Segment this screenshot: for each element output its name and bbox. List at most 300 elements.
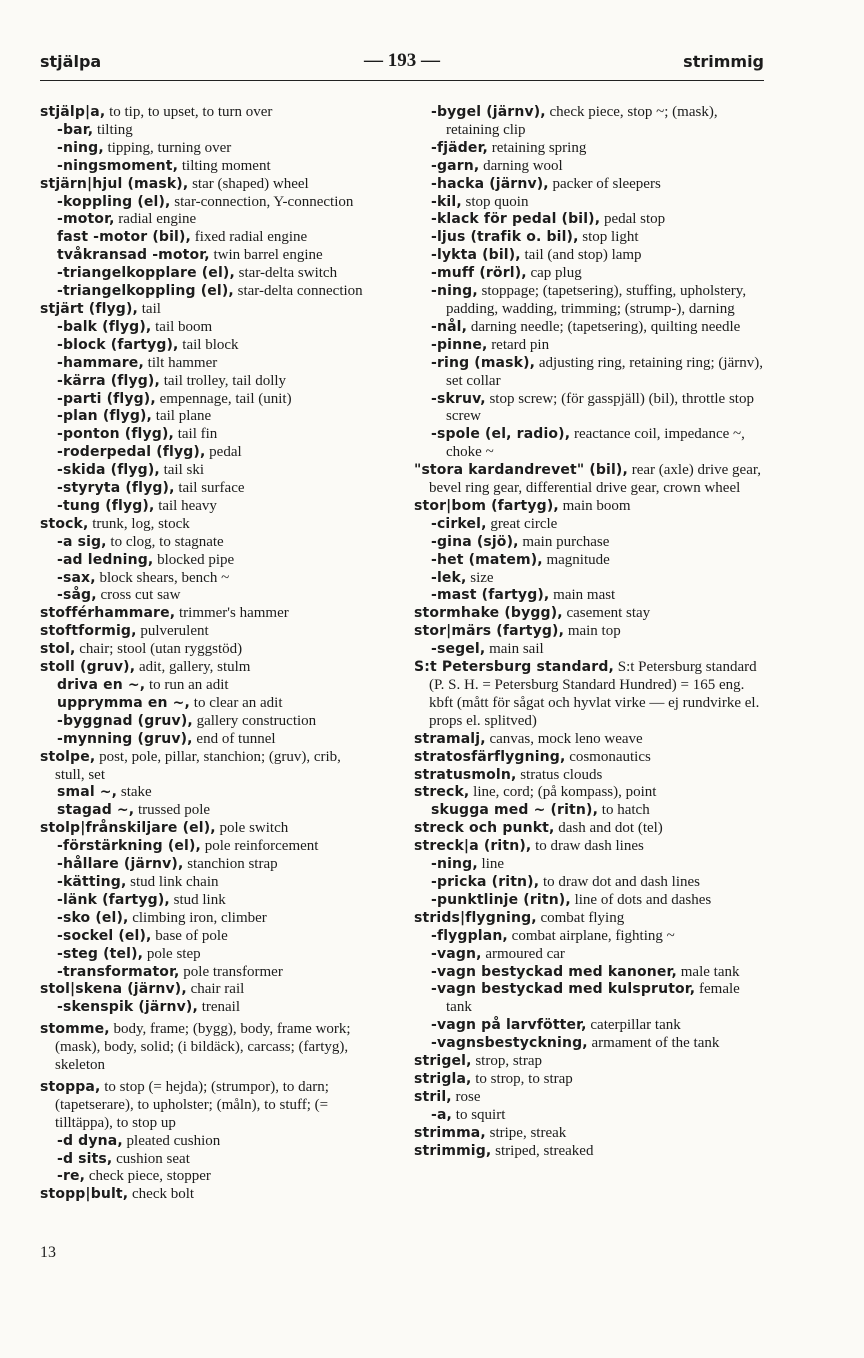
entry-term: -ad ledning, bbox=[57, 551, 154, 568]
entry-definition: stop light bbox=[582, 229, 639, 246]
entry-term: -förstärkning (el), bbox=[57, 838, 201, 855]
entry-definition: darning needle; (tapetsering), quilting needle bbox=[470, 318, 741, 335]
entry-term: -vagn bestyckad med kulsprutor, bbox=[431, 981, 696, 998]
dictionary-entry bbox=[414, 211, 764, 229]
entry-definition: retard pin bbox=[491, 336, 550, 353]
entry-term: fast -motor (bil), bbox=[57, 229, 191, 246]
entry-term: -transformator, bbox=[57, 963, 180, 980]
entry-term: -fjäder, bbox=[431, 139, 489, 156]
dictionary-entry bbox=[414, 516, 764, 534]
dictionary-entry bbox=[414, 659, 764, 731]
dictionary-entry bbox=[40, 247, 372, 265]
dictionary-entry bbox=[414, 194, 764, 212]
entry-term: strimmig, bbox=[414, 1142, 492, 1159]
dictionary-entry bbox=[40, 981, 372, 999]
dictionary-entry bbox=[414, 462, 764, 498]
entry-definition: fixed radial engine bbox=[194, 229, 308, 246]
dictionary-entry bbox=[414, 623, 764, 641]
entry-definition: tail (and stop) lamp bbox=[524, 247, 642, 264]
page-number: — 193 — bbox=[364, 50, 440, 71]
entry-term: -klack för pedal (bil), bbox=[431, 211, 601, 228]
entry-definition: tail ski bbox=[163, 462, 205, 479]
entry-definition: great circle bbox=[490, 515, 558, 532]
dictionary-entry bbox=[40, 283, 372, 301]
entry-term: -ning, bbox=[57, 139, 104, 156]
entry-term: streck, bbox=[414, 784, 470, 801]
dictionary-entry bbox=[40, 910, 372, 928]
dictionary-entry bbox=[414, 534, 764, 552]
entry-definition: rear (axle) drive gear, bevel ring gear, differential drive gear, crown wheel bbox=[429, 462, 762, 497]
dictionary-entry bbox=[414, 355, 764, 391]
entry-definition: male tank bbox=[680, 963, 740, 980]
entry-definition: cross cut saw bbox=[100, 587, 181, 604]
entry-term: stagad ~, bbox=[57, 802, 135, 819]
dictionary-entry bbox=[40, 1168, 372, 1186]
entry-definition: trenail bbox=[201, 999, 241, 1016]
dictionary-entry bbox=[40, 802, 372, 820]
dictionary-entry bbox=[40, 122, 372, 140]
entry-definition: to draw dot and dash lines bbox=[542, 873, 701, 890]
entry-term: -ningsmoment, bbox=[57, 157, 179, 174]
entry-term: streck|a (ritn), bbox=[414, 838, 532, 855]
entry-term: -lek, bbox=[431, 569, 467, 586]
entry-term: -punktlinje (ritn), bbox=[431, 891, 571, 908]
entry-definition: chair; stool (utan ryggstöd) bbox=[79, 641, 243, 658]
entry-term: stratusmoln, bbox=[414, 766, 517, 783]
entry-definition: armoured car bbox=[485, 945, 565, 962]
dictionary-entry bbox=[414, 820, 764, 838]
dictionary-entry bbox=[40, 480, 372, 498]
entry-term: -kil, bbox=[431, 193, 462, 210]
dictionary-entry bbox=[414, 498, 764, 516]
dictionary-entry bbox=[40, 570, 372, 588]
dictionary-entry bbox=[40, 713, 372, 731]
entry-term: -mynning (gruv), bbox=[57, 730, 193, 747]
entry-term: -sockel (el), bbox=[57, 927, 152, 944]
dictionary-entry bbox=[40, 695, 372, 713]
entry-term: tvåkransad -motor, bbox=[57, 247, 210, 264]
dictionary-entry bbox=[40, 784, 372, 802]
entry-definition: to tip, to upset, to turn over bbox=[109, 104, 273, 120]
entry-definition: end of tunnel bbox=[196, 730, 276, 747]
entry-term: -ning, bbox=[431, 856, 478, 873]
entry-term: -hållare (järnv), bbox=[57, 856, 184, 873]
dictionary-entry bbox=[40, 337, 372, 355]
entry-term: strids|flygning, bbox=[414, 909, 537, 926]
dictionary-entry bbox=[414, 337, 764, 355]
entry-term: stjälp|a, bbox=[40, 104, 106, 120]
entry-term: -garn, bbox=[431, 157, 480, 174]
entry-definition: pedal stop bbox=[603, 211, 666, 228]
dictionary-entry bbox=[414, 784, 764, 802]
dictionary-entry bbox=[40, 892, 372, 910]
dictionary-entry bbox=[40, 749, 372, 785]
entry-term: -mast (fartyg), bbox=[431, 587, 550, 604]
entry-definition: blocked pipe bbox=[157, 551, 235, 568]
entry-definition: post, pole, pillar, stanchion; (gruv), crib, stull, set bbox=[55, 748, 341, 783]
entry-term: -pinne, bbox=[431, 336, 488, 353]
entry-term: -hacka (järnv), bbox=[431, 175, 549, 192]
dictionary-entry bbox=[40, 552, 372, 570]
entry-term: S:t Petersburg standard, bbox=[414, 659, 614, 676]
entry-definition: to strop, to strap bbox=[475, 1070, 573, 1087]
dictionary-entry bbox=[40, 355, 372, 373]
dictionary-entry bbox=[414, 641, 764, 659]
entry-term: -vagn på larvfötter, bbox=[431, 1017, 587, 1034]
entry-term: stofférhammare, bbox=[40, 605, 176, 622]
entry-definition: combat flying bbox=[540, 909, 625, 926]
entry-term: -triangelkopplare (el), bbox=[57, 265, 235, 282]
dictionary-entry bbox=[40, 498, 372, 516]
entry-definition: cushion seat bbox=[116, 1150, 190, 1167]
entry-term: -ning, bbox=[431, 283, 478, 300]
entry-term: -vagnsbestyckning, bbox=[431, 1035, 588, 1052]
entry-term: -kärra (flyg), bbox=[57, 372, 160, 389]
entry-definition: block shears, bench ~ bbox=[99, 569, 230, 586]
dictionary-entry bbox=[414, 946, 764, 964]
dictionary-entry bbox=[414, 391, 764, 427]
entry-term: -bar, bbox=[57, 121, 94, 138]
page-header bbox=[40, 52, 764, 81]
dictionary-entry bbox=[40, 462, 372, 480]
entry-term: -styryta (flyg), bbox=[57, 480, 175, 497]
entry-definition: tail block bbox=[182, 336, 239, 353]
dictionary-entry bbox=[40, 623, 372, 641]
entry-term: -hammare, bbox=[57, 354, 144, 371]
entry-definition: main sail bbox=[489, 641, 544, 658]
entry-definition: tail fin bbox=[177, 426, 218, 443]
entry-definition: packer of sleepers bbox=[552, 175, 661, 192]
entry-term: stratosfärflygning, bbox=[414, 748, 566, 765]
header-first-headword: stjälpa bbox=[40, 52, 102, 71]
dictionary-entry bbox=[414, 731, 764, 749]
entry-definition: tail heavy bbox=[158, 497, 217, 514]
entry-definition: tail boom bbox=[155, 318, 213, 335]
dictionary-entry bbox=[40, 731, 372, 749]
dictionary-entry bbox=[40, 194, 372, 212]
entry-definition: canvas, mock leno weave bbox=[489, 730, 643, 747]
entry-term: stopp|bult, bbox=[40, 1186, 129, 1203]
entry-definition: tail surface bbox=[178, 480, 245, 497]
entry-definition: armament of the tank bbox=[591, 1035, 720, 1052]
entry-term: -block (fartyg), bbox=[57, 336, 179, 353]
dictionary-entry bbox=[414, 1017, 764, 1035]
entry-term: stolpe, bbox=[40, 748, 96, 765]
entry-term: strigla, bbox=[414, 1070, 472, 1087]
entry-term: smal ~, bbox=[57, 784, 118, 801]
entry-definition: star-delta connection bbox=[237, 283, 363, 300]
dictionary-entry bbox=[414, 1143, 764, 1161]
entry-term: upprymma en ~, bbox=[57, 694, 191, 711]
dictionary-entry bbox=[414, 158, 764, 176]
entry-definition: main top bbox=[567, 623, 621, 640]
left-column bbox=[40, 104, 372, 1204]
dictionary-entry bbox=[414, 104, 764, 140]
entry-term: stramalj, bbox=[414, 730, 486, 747]
dictionary-entry bbox=[414, 874, 764, 892]
entry-term: "stora kardandrevet" (bil), bbox=[414, 462, 628, 479]
dictionary-entry bbox=[40, 265, 372, 283]
entry-definition: pulverulent bbox=[140, 623, 209, 640]
entry-definition: check bolt bbox=[132, 1186, 195, 1203]
dictionary-entry bbox=[40, 158, 372, 176]
entry-term: stol, bbox=[40, 641, 76, 658]
entry-term: -gina (sjö), bbox=[431, 533, 519, 550]
dictionary-entry bbox=[414, 1089, 764, 1107]
entry-definition: radial engine bbox=[118, 211, 197, 228]
dictionary-entry bbox=[40, 946, 372, 964]
entry-definition: retaining spring bbox=[491, 139, 587, 156]
entry-term: stoftformig, bbox=[40, 623, 137, 640]
entry-definition: striped, streaked bbox=[495, 1142, 594, 1159]
dictionary-entry bbox=[414, 910, 764, 928]
entry-term: -het (matem), bbox=[431, 551, 543, 568]
dictionary-entry bbox=[414, 265, 764, 283]
dictionary-entry bbox=[414, 229, 764, 247]
entry-definition: reactance coil, impedance ~, choke ~ bbox=[446, 426, 745, 461]
dictionary-entry bbox=[40, 1079, 372, 1133]
dictionary-entry bbox=[414, 892, 764, 910]
entry-term: -skruv, bbox=[431, 390, 486, 407]
entry-definition: tail bbox=[141, 300, 161, 317]
entry-definition: pole transformer bbox=[183, 963, 283, 980]
entry-definition: cap plug bbox=[530, 265, 582, 282]
entry-definition: pleated cushion bbox=[126, 1132, 221, 1149]
dictionary-entry bbox=[40, 1133, 372, 1151]
entry-term: -sax, bbox=[57, 569, 96, 586]
dictionary-entry bbox=[414, 749, 764, 767]
entry-definition: magnitude bbox=[546, 551, 610, 568]
dictionary-entry bbox=[40, 587, 372, 605]
dictionary-entry bbox=[40, 176, 372, 194]
entry-definition: to clear an adit bbox=[193, 694, 283, 711]
entry-term: strigel, bbox=[414, 1053, 472, 1070]
entry-term: -d sits, bbox=[57, 1150, 113, 1167]
entry-term: stoppa, bbox=[40, 1078, 101, 1095]
entry-definition: S:t Petersburg standard (P. S. H. = Petersburg Standard Hundred) = 165 eng. kbft (mått för sågat och hyvlat virke — ej rundvirke el. props el. splitved) bbox=[429, 659, 760, 729]
dictionary-entry bbox=[40, 516, 372, 534]
dictionary-entry bbox=[414, 1107, 764, 1125]
dictionary-entry bbox=[414, 587, 764, 605]
entry-definition: stripe, streak bbox=[489, 1124, 567, 1141]
dictionary-entry bbox=[40, 964, 372, 982]
dictionary-entry bbox=[40, 641, 372, 659]
entry-definition: to hatch bbox=[601, 802, 650, 819]
entry-definition: caterpillar tank bbox=[590, 1017, 681, 1034]
dictionary-entry bbox=[414, 802, 764, 820]
dictionary-entry bbox=[414, 856, 764, 874]
entry-term: skugga med ~ (ritn), bbox=[431, 802, 599, 819]
entry-definition: to draw dash lines bbox=[535, 838, 644, 855]
entry-definition: stanchion strap bbox=[187, 856, 278, 873]
entry-term: -a sig, bbox=[57, 533, 107, 550]
entry-term: -segel, bbox=[431, 641, 486, 658]
dictionary-entry bbox=[414, 928, 764, 946]
dictionary-entry bbox=[414, 247, 764, 265]
entry-term: -triangelkoppling (el), bbox=[57, 283, 234, 300]
entry-definition: check piece, stop ~; (mask), retaining clip bbox=[446, 104, 718, 138]
entry-definition: tail plane bbox=[155, 408, 212, 425]
dictionary-entry bbox=[40, 1186, 372, 1204]
entry-definition: pole switch bbox=[219, 820, 289, 837]
entry-term: -plan (flyg), bbox=[57, 408, 153, 425]
dictionary-entry bbox=[414, 140, 764, 158]
entry-definition: main mast bbox=[553, 587, 616, 604]
dictionary-entry bbox=[414, 1071, 764, 1089]
dictionary-entry bbox=[414, 605, 764, 623]
dictionary-entry bbox=[414, 552, 764, 570]
entry-definition: pole step bbox=[146, 945, 201, 962]
dictionary-entry bbox=[40, 874, 372, 892]
dictionary-entry bbox=[414, 981, 764, 1017]
entry-definition: line bbox=[481, 856, 505, 873]
dictionary-entry bbox=[40, 1151, 372, 1169]
entry-definition: female tank bbox=[446, 981, 740, 1016]
entry-definition: tilting bbox=[96, 121, 133, 138]
entry-term: strimma, bbox=[414, 1124, 486, 1141]
entry-term: stock, bbox=[40, 515, 89, 532]
entry-term: -vagn bestyckad med kanoner, bbox=[431, 963, 678, 980]
entry-definition: to run an adit bbox=[148, 677, 229, 693]
dictionary-entry bbox=[414, 570, 764, 588]
entry-definition: adjusting ring, retaining ring; (järnv), set collar bbox=[446, 354, 763, 389]
entry-term: -bygel (järnv), bbox=[431, 104, 546, 120]
entry-term: -nål, bbox=[431, 318, 468, 335]
entry-definition: casement stay bbox=[566, 605, 651, 622]
dictionary-entry bbox=[40, 928, 372, 946]
dictionary-entry bbox=[40, 856, 372, 874]
entry-definition: adit, gallery, stulm bbox=[138, 659, 251, 676]
dictionary-entry bbox=[414, 838, 764, 856]
dictionary-entry bbox=[414, 1053, 764, 1071]
entry-definition: chair rail bbox=[190, 981, 245, 998]
entry-definition: main boom bbox=[562, 497, 631, 514]
entry-term: stjärn|hjul (mask), bbox=[40, 175, 189, 192]
dictionary-entry bbox=[40, 391, 372, 409]
entry-term: stor|märs (fartyg), bbox=[414, 623, 565, 640]
entry-definition: stud link bbox=[173, 891, 226, 908]
entry-definition: tilt hammer bbox=[147, 354, 218, 371]
entry-term: -steg (tel), bbox=[57, 945, 144, 962]
dictionary-entry bbox=[414, 176, 764, 194]
dictionary-entry bbox=[40, 444, 372, 462]
entry-term: -byggnad (gruv), bbox=[57, 712, 193, 729]
entry-term: stril, bbox=[414, 1088, 452, 1105]
dictionary-entry bbox=[40, 104, 372, 122]
dictionary-entry bbox=[414, 283, 764, 319]
entry-definition: star-delta switch bbox=[238, 265, 338, 282]
sheet-signature: 13 bbox=[40, 1244, 56, 1261]
entry-term: -skenspik (järnv), bbox=[57, 999, 198, 1016]
header-last-headword: strimmig bbox=[683, 52, 764, 71]
entry-term: -cirkel, bbox=[431, 515, 487, 532]
entry-term: -pricka (ritn), bbox=[431, 873, 540, 890]
entry-term: -muff (rörl), bbox=[431, 265, 527, 282]
entry-term: -ljus (trafik o. bil), bbox=[431, 229, 579, 246]
entry-definition: body, frame; (bygg), body, frame work; (mask), body, solid; (i bildäck), carcass; (fartyg), skeleton bbox=[55, 1021, 351, 1074]
entry-term: -kätting, bbox=[57, 873, 127, 890]
entry-definition: trunk, log, stock bbox=[92, 515, 190, 532]
entry-definition: strop, strap bbox=[475, 1053, 542, 1070]
entry-definition: line, cord; (på kompass), point bbox=[473, 784, 657, 801]
entry-term: stjärt (flyg), bbox=[40, 300, 138, 317]
entry-term: -sko (el), bbox=[57, 909, 129, 926]
dictionary-entry bbox=[414, 1125, 764, 1143]
entry-definition: cosmonautics bbox=[569, 748, 651, 765]
dictionary-entry bbox=[40, 140, 372, 158]
dictionary-entry bbox=[40, 211, 372, 229]
entry-definition: trimmer's hammer bbox=[178, 605, 289, 622]
entry-term: -ponton (flyg), bbox=[57, 426, 174, 443]
entry-term: -länk (fartyg), bbox=[57, 891, 170, 908]
entry-definition: climbing iron, climber bbox=[132, 909, 267, 926]
entry-definition: tail trolley, tail dolly bbox=[163, 372, 287, 389]
entry-definition: stratus clouds bbox=[520, 766, 603, 783]
dictionary-entry bbox=[40, 301, 372, 319]
entry-definition: pedal bbox=[209, 444, 242, 461]
entry-term: -d dyna, bbox=[57, 1132, 123, 1149]
entry-term: -ring (mask), bbox=[431, 354, 536, 371]
entry-term: -re, bbox=[57, 1168, 86, 1185]
entry-term: -koppling (el), bbox=[57, 193, 171, 210]
entry-term: stol|skena (järnv), bbox=[40, 981, 187, 998]
dictionary-entry bbox=[40, 659, 372, 677]
entry-term: -motor, bbox=[57, 211, 115, 228]
dictionary-entry bbox=[40, 999, 372, 1017]
entry-term: stor|bom (fartyg), bbox=[414, 497, 559, 514]
entry-definition: stake bbox=[120, 784, 152, 801]
entry-definition: to clog, to stagnate bbox=[110, 533, 224, 550]
entry-definition: tilting moment bbox=[181, 157, 271, 174]
dictionary-entry bbox=[40, 677, 372, 695]
dictionary-entry bbox=[40, 229, 372, 247]
entry-definition: stud link chain bbox=[130, 873, 219, 890]
entry-term: -flygplan, bbox=[431, 927, 508, 944]
entry-term: -spole (el, radio), bbox=[431, 426, 571, 443]
dictionary-entry bbox=[40, 373, 372, 391]
right-column bbox=[414, 104, 764, 1160]
entry-term: -roderpedal (flyg), bbox=[57, 444, 206, 461]
entry-definition: to squirt bbox=[455, 1106, 506, 1123]
entry-definition: stop quoin bbox=[465, 193, 529, 210]
entry-term: -parti (flyg), bbox=[57, 390, 156, 407]
entry-definition: check piece, stopper bbox=[88, 1168, 211, 1185]
entry-term: -balk (flyg), bbox=[57, 318, 152, 335]
dictionary-entry bbox=[414, 1035, 764, 1053]
entry-definition: base of pole bbox=[155, 927, 228, 944]
entry-term: driva en ~, bbox=[57, 677, 146, 693]
dictionary-entry bbox=[40, 319, 372, 337]
entry-term: -skida (flyg), bbox=[57, 462, 160, 479]
entry-term: -såg, bbox=[57, 587, 97, 604]
dictionary-entry bbox=[40, 838, 372, 856]
entry-definition: size bbox=[470, 569, 494, 586]
entry-definition: trussed pole bbox=[138, 802, 211, 819]
entry-definition: pole reinforcement bbox=[204, 838, 319, 855]
entry-term: stormhake (bygg), bbox=[414, 605, 563, 622]
entry-definition: tipping, turning over bbox=[107, 139, 232, 156]
entry-definition: star (shaped) wheel bbox=[192, 175, 309, 192]
entry-term: -vagn, bbox=[431, 945, 482, 962]
entry-definition: combat airplane, fighting ~ bbox=[511, 927, 675, 944]
entry-definition: stop screw; (för gasspjäll) (bil), throttle stop screw bbox=[446, 390, 754, 425]
entry-definition: dash and dot (tel) bbox=[558, 820, 663, 837]
entry-definition: darning wool bbox=[483, 157, 563, 174]
entry-definition: star-connection, Y-connection bbox=[174, 193, 354, 210]
entry-term: -lykta (bil), bbox=[431, 247, 521, 264]
entry-term: stolp|frånskiljare (el), bbox=[40, 820, 216, 837]
entry-definition: line of dots and dashes bbox=[574, 891, 712, 908]
